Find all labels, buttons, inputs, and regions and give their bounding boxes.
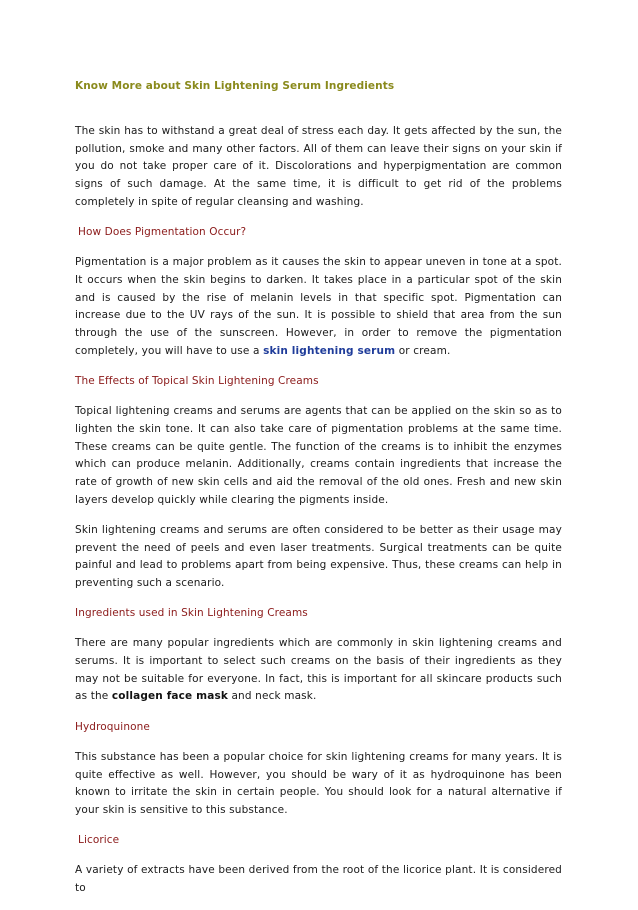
hydroquinone-paragraph: This substance has been a popular choice for skin lightening creams for many years. It is quite effective as well. However, you should be wary of it as hydroquinone has been known to irritate the skin in certain people. You should look for a natural alternative if your skin is sensitive to this substance. (75, 750, 562, 816)
pigmentation-text-before: Pigmentation is a major problem as it causes the skin to appear uneven in tone at a spot. It occurs when the skin begins to darken. It takes place in a particular spot of the skin and is caused by the rise of melanin levels in that specific spot. Pigmentation can increase due to the UV rays of the sun. It is possible to shield that area from the sun through the use of the sunscreen. However, in order to remove the pigmentation completely, you will have to use a (75, 256, 562, 357)
pigmentation-paragraph (75, 254, 562, 360)
licorice-paragraph: A variety of extracts have been derived from the root of the licorice plant. It is considered to (75, 864, 562, 895)
document-body (75, 123, 562, 910)
effects-paragraph-1: Topical lightening creams and serums are agents that can be applied on the skin so as to lighten the skin tone. It can also take care of pigmentation problems at the same time. These creams can be quite gentle. The function of the creams is to inhibit the enzymes which can produce melanin. Additionally, creams contain ingredients that increase the rate of growth of new skin cells and aid the removal of the old ones. Fresh and new skin layers develop quickly while clearing the pigments inside. (75, 405, 562, 506)
intro-paragraph: The skin has to withstand a great deal of stress each day. It gets affected by the sun, the pollution, smoke and many other factors. All of them can leave their signs on your skin if you do not take proper care of it. Discolorations and hyperpigmentation are common signs of such damage. At the same time, it is difficult to get rid of the problems completely in spite of regular cleansing and washing. (75, 125, 562, 208)
section-heading-pigmentation: How Does Pigmentation Occur? (78, 226, 247, 239)
ingredients-text-before: There are many popular ingredients which are commonly in skin lightening creams and serums. It is important to select such creams on the basis of their ingredients as they may not be suitable for everyone. In fact, this is important for all skincare products such as the (75, 637, 562, 703)
ingredients-paragraph (75, 635, 562, 706)
document-title: Know More about Skin Lightening Serum Ingredients (75, 80, 395, 92)
section-heading-ingredients: Ingredients used in Skin Lightening Creams (75, 607, 308, 620)
skin-lightening-serum-link[interactable]: skin lightening serum (263, 344, 396, 357)
section-heading-licorice: Licorice (78, 834, 120, 847)
section-heading-hydroquinone: Hydroquinone (75, 720, 150, 733)
effects-paragraph-2: Skin lightening creams and serums are often considered to be better as their usage may prevent the need of peels and even laser treatments. Surgical treatments can be quite painful and lead to problems apart from being expensive. Thus, these creams can help in preventing such a scenario. (75, 523, 562, 589)
section-heading-effects: The Effects of Topical Skin Lightening Creams (75, 374, 319, 387)
collagen-face-mask-keyword: collagen face mask (111, 690, 228, 703)
ingredients-text-after: and neck mask. (227, 690, 317, 703)
pigmentation-text-after: or cream. (395, 344, 451, 357)
